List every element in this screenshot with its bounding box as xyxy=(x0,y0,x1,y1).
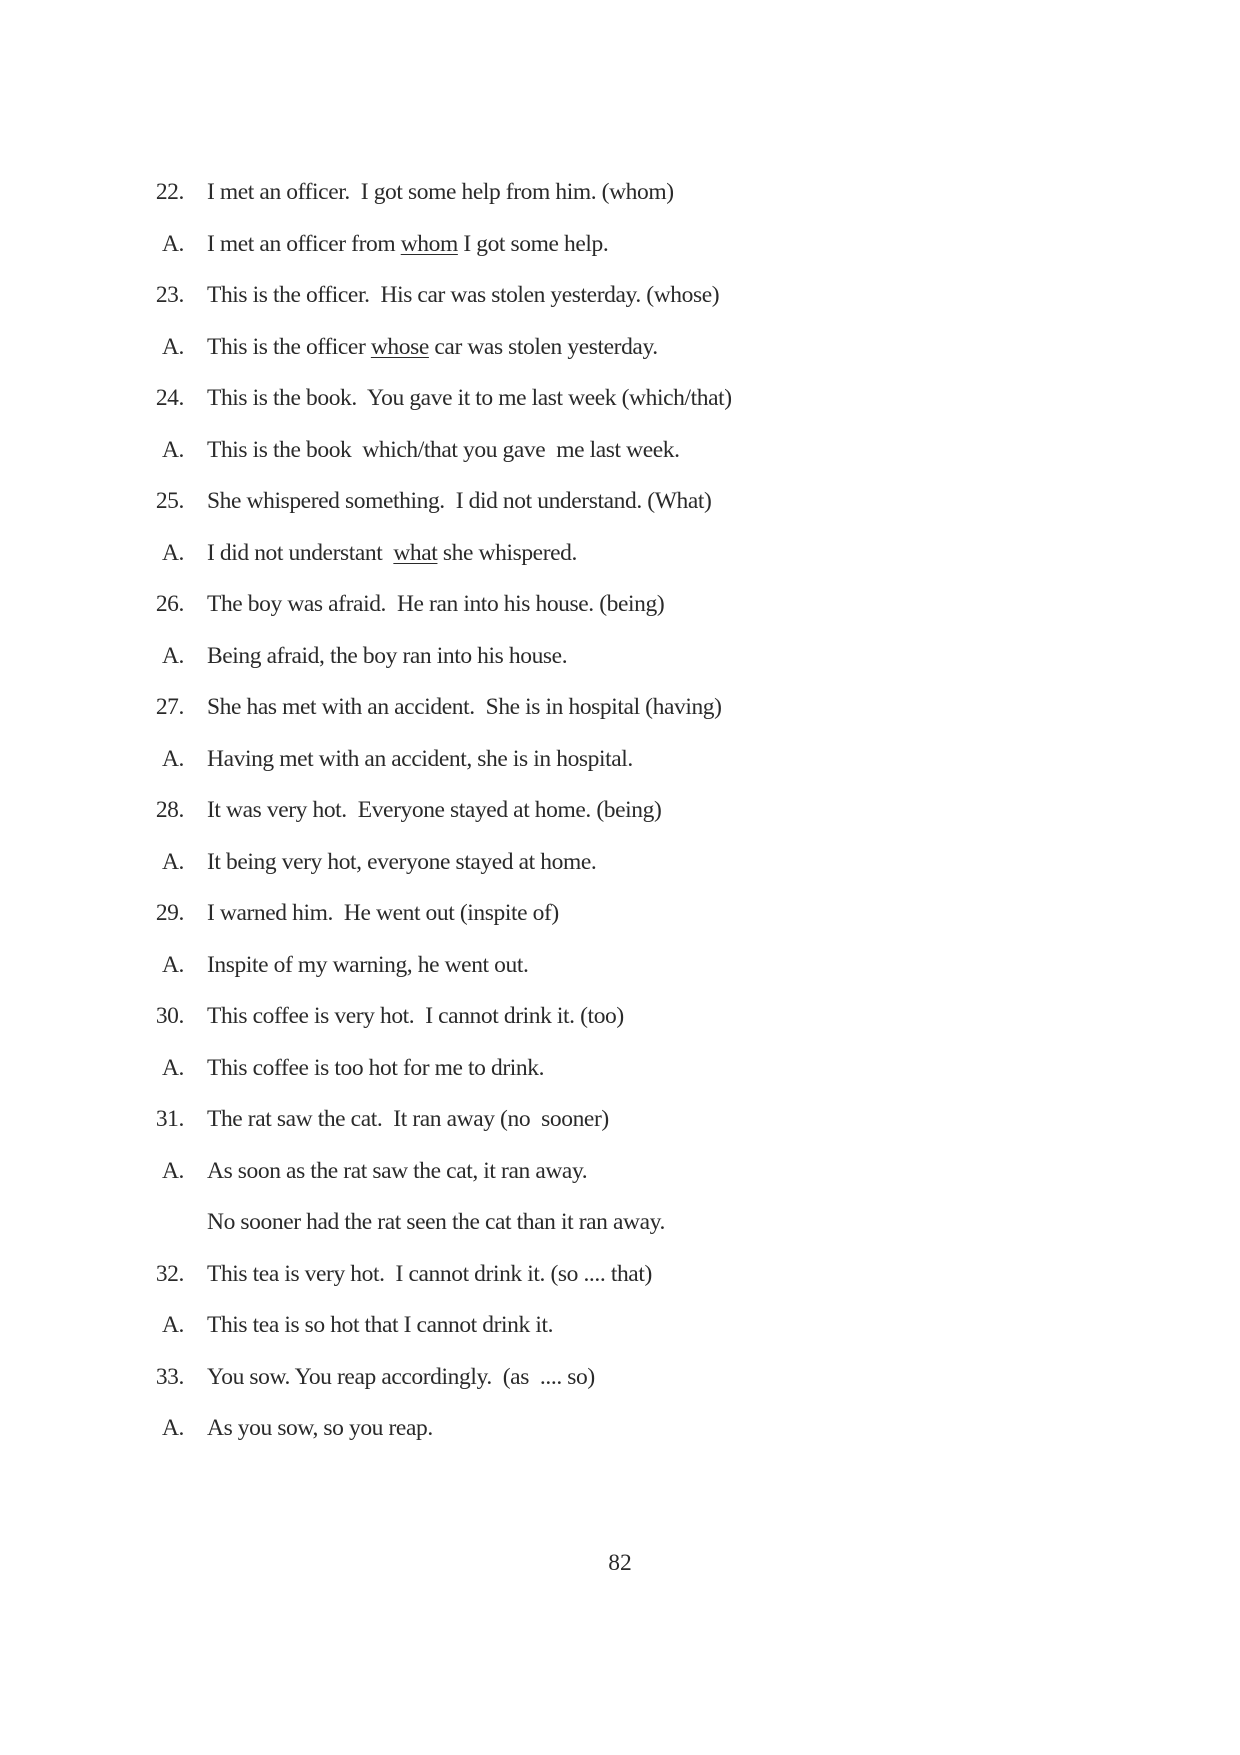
answer-line xyxy=(140,333,1120,385)
text-segment: The boy was afraid. He ran into his house. (being) xyxy=(207,591,665,617)
line-text xyxy=(207,1002,624,1030)
text-segment: This is the book. You gave it to me last week (which/that) xyxy=(207,385,732,411)
line-text xyxy=(207,487,711,515)
line-text xyxy=(207,1414,433,1442)
text-segment: This is the officer xyxy=(207,333,371,360)
line-text xyxy=(207,590,664,618)
question-number: 28. xyxy=(155,797,184,823)
answer-label: A. xyxy=(161,848,184,875)
text-segment: It being very hot, everyone stayed at home. xyxy=(207,848,597,875)
underlined-word: what xyxy=(393,539,438,566)
question-line xyxy=(140,899,1120,951)
line-text xyxy=(207,539,577,567)
question-number: 30. xyxy=(155,1003,184,1029)
question-line xyxy=(140,693,1120,745)
text-segment: She whispered something. I did not understand. (What) xyxy=(207,488,712,514)
text-segment: car was stolen yesterday. xyxy=(428,333,658,360)
question-line xyxy=(140,1260,1120,1312)
text-segment: This tea is very hot. I cannot drink it. (so .... that) xyxy=(207,1260,652,1287)
underlined-word: whom xyxy=(400,230,458,257)
question-number: 31. xyxy=(155,1106,184,1132)
text-segment: As soon as the rat saw the cat, it ran away. xyxy=(207,1157,588,1184)
answer-label: A. xyxy=(161,333,184,360)
line-text xyxy=(207,1105,609,1133)
answer-label: A. xyxy=(161,1312,184,1338)
question-number: 33. xyxy=(155,1363,184,1390)
text-segment: This coffee is very hot. I cannot drink it. (too) xyxy=(207,1003,624,1029)
answer-line xyxy=(140,1054,1120,1106)
page-number: 82 xyxy=(608,1550,632,1576)
text-segment: I did not understant xyxy=(207,539,394,566)
line-text xyxy=(207,230,608,258)
line-text xyxy=(207,436,680,464)
answer-label: A. xyxy=(161,1415,184,1441)
answer-label: A. xyxy=(161,436,184,463)
answer-line xyxy=(140,951,1120,1003)
answer-line xyxy=(140,1157,1120,1209)
text-segment: I met an officer from xyxy=(207,230,401,257)
line-text xyxy=(207,1054,544,1082)
text-segment: She has met with an accident. She is in hospital (having) xyxy=(207,694,722,720)
text-segment: You sow. You reap accordingly. (as .... so) xyxy=(207,1363,595,1390)
question-line xyxy=(140,487,1120,539)
line-text xyxy=(207,1157,587,1185)
answer-line xyxy=(140,436,1120,488)
text-segment: As you sow, so you reap. xyxy=(207,1415,433,1441)
answer-label: A. xyxy=(161,745,184,772)
line-text xyxy=(207,281,719,309)
question-number: 26. xyxy=(155,591,184,617)
answer-label: A. xyxy=(161,642,184,669)
question-number: 32. xyxy=(155,1260,184,1287)
line-text xyxy=(207,693,722,721)
question-line xyxy=(140,281,1120,333)
text-segment: she whispered. xyxy=(437,539,577,566)
text-segment: Being afraid, the boy ran into his house. xyxy=(207,642,568,669)
answer-continuation-line xyxy=(140,1208,1120,1260)
answer-line xyxy=(140,230,1120,282)
answer-label: A. xyxy=(161,951,184,978)
line-text xyxy=(207,1363,595,1391)
answer-line xyxy=(140,848,1120,900)
line-text xyxy=(207,1311,553,1339)
question-number: 22. xyxy=(155,179,184,205)
answer-label: A. xyxy=(161,1157,184,1184)
line-text xyxy=(207,1260,652,1288)
answer-line xyxy=(140,1311,1120,1363)
answer-label: A. xyxy=(161,1054,184,1081)
line-text xyxy=(207,178,674,206)
question-line xyxy=(140,384,1120,436)
answer-line xyxy=(140,745,1120,797)
text-segment: This is the officer. His car was stolen yesterday. (whose) xyxy=(207,282,720,308)
question-number: 25. xyxy=(155,488,184,514)
underlined-word: whose xyxy=(370,333,429,360)
question-line xyxy=(140,796,1120,848)
line-text xyxy=(207,642,567,670)
answer-line xyxy=(140,642,1120,694)
line-text xyxy=(207,384,732,412)
text-segment: The rat saw the cat. It ran away (no sooner) xyxy=(207,1106,609,1132)
question-line xyxy=(140,178,1120,230)
question-number: 23. xyxy=(155,282,184,308)
text-segment: I warned him. He went out (inspite of) xyxy=(207,900,559,926)
text-segment: This is the book which/that you gave me last week. xyxy=(207,436,680,463)
line-text xyxy=(207,796,661,824)
text-segment: Having met with an accident, she is in hospital. xyxy=(207,745,633,772)
answer-label: A. xyxy=(161,230,184,257)
answer-label: A. xyxy=(161,539,184,566)
line-text xyxy=(207,951,528,979)
question-line xyxy=(140,1363,1120,1415)
answer-line xyxy=(140,539,1120,591)
text-segment: I met an officer. I got some help from him. (whom) xyxy=(207,179,674,205)
line-text xyxy=(207,333,658,361)
question-number: 24. xyxy=(155,385,184,411)
line-text xyxy=(207,848,596,876)
line-text xyxy=(207,1208,665,1236)
text-segment: Inspite of my warning, he went out. xyxy=(207,951,529,978)
line-text xyxy=(207,899,559,927)
text-segment: This tea is so hot that I cannot drink it. xyxy=(207,1312,554,1338)
question-number: 29. xyxy=(155,900,184,926)
answer-line xyxy=(140,1414,1120,1466)
question-line xyxy=(140,1105,1120,1157)
text-segment: I got some help. xyxy=(457,230,609,257)
question-line xyxy=(140,590,1120,642)
text-segment: No sooner had the rat seen the cat than it ran away. xyxy=(207,1209,665,1235)
text-segment: This coffee is too hot for me to drink. xyxy=(207,1054,545,1081)
question-line xyxy=(140,1002,1120,1054)
text-segment: It was very hot. Everyone stayed at home. (being) xyxy=(207,797,662,823)
exercise-list xyxy=(140,178,1120,1466)
question-number: 27. xyxy=(155,694,184,720)
line-text xyxy=(207,745,633,773)
